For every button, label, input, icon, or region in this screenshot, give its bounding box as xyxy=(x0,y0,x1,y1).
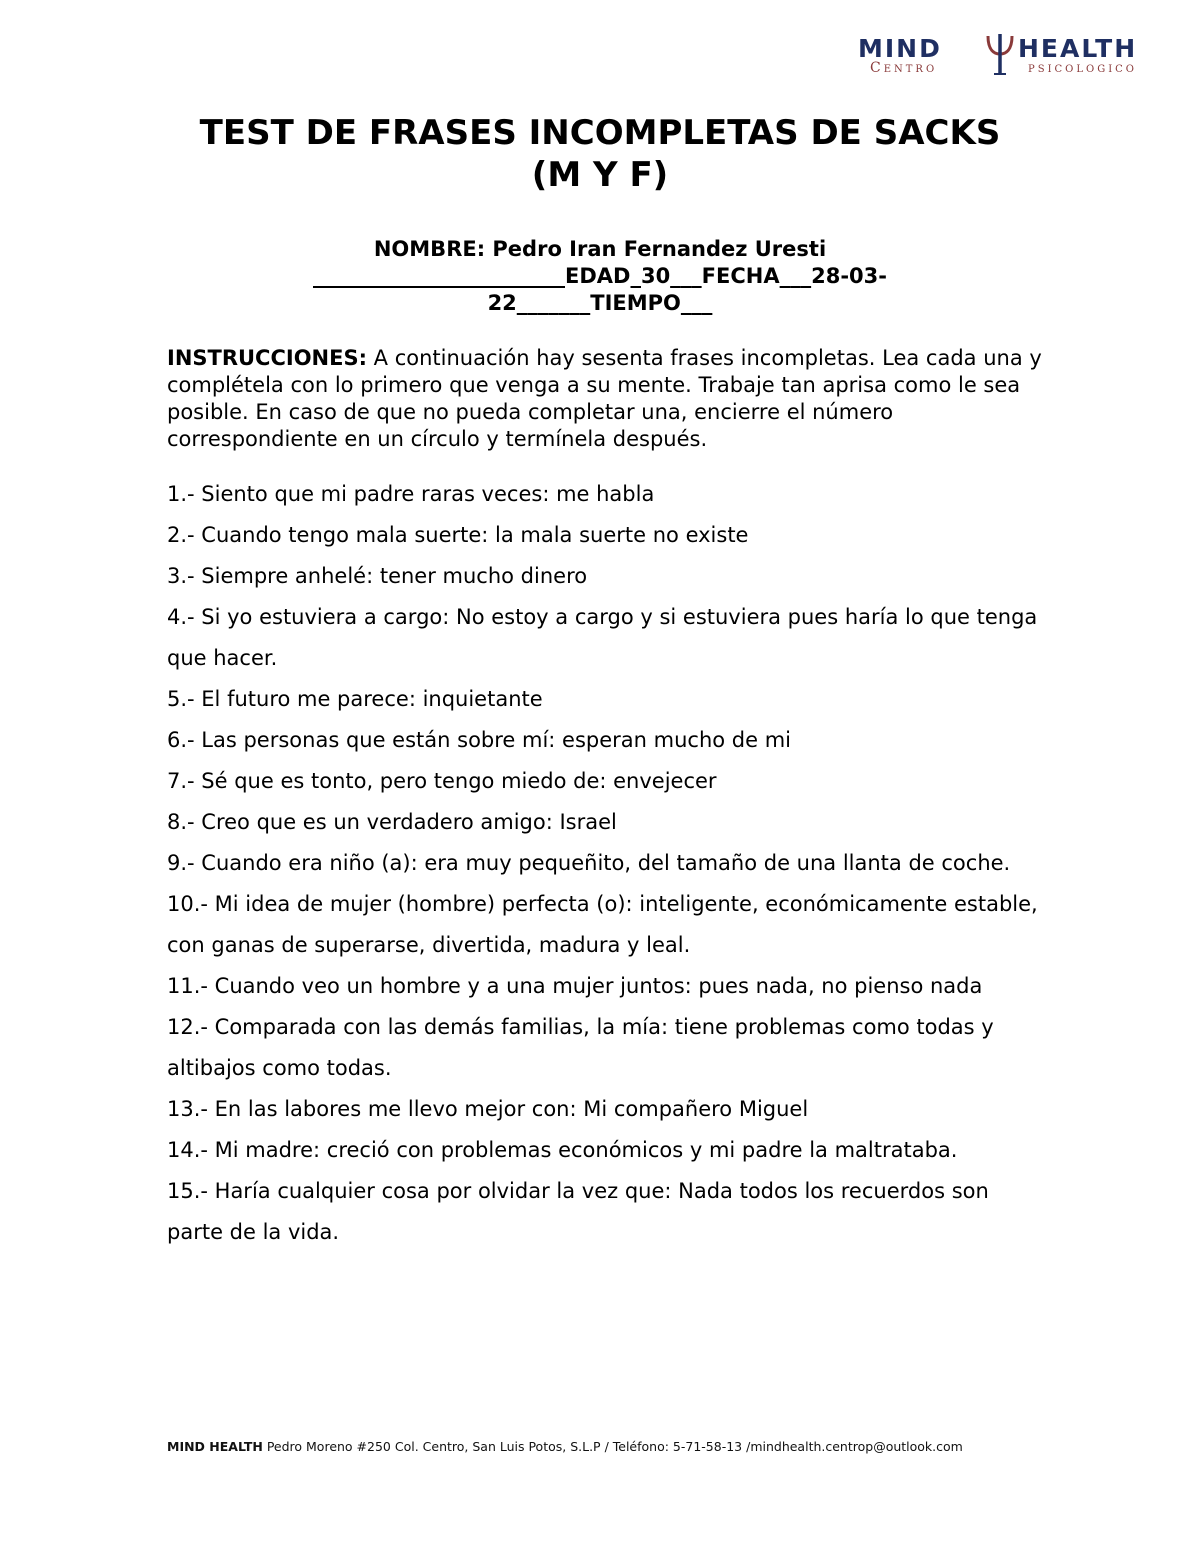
mind-health-logo xyxy=(852,32,1154,80)
header-time-line: 22_______TIEMPO___ xyxy=(487,291,713,315)
logo-word-health: HEALTH xyxy=(1018,34,1138,63)
title-line-1: TEST DE FRASES INCOMPLETAS DE SACKS xyxy=(199,113,1001,153)
list-item: 2.- Cuando tengo mala suerte: la mala suerte no existe xyxy=(167,523,749,547)
header-age-date-line: ________________________EDAD_30___FECHA___28-03- xyxy=(313,264,887,288)
document-title xyxy=(0,112,1200,196)
list-item: 11.- Cuando veo un hombre y a una mujer juntos: pues nada, no pienso nada xyxy=(167,974,983,998)
footer-brand: MIND HEALTH xyxy=(167,1439,263,1454)
logo-subtitle-centro: Centro xyxy=(870,60,938,76)
list-item: 6.- Las personas que están sobre mí: esperan mucho de mi xyxy=(167,728,792,752)
list-item: 4.- Si yo estuviera a cargo: No estoy a cargo y si estuviera pues haría lo que tenga que hacer. xyxy=(167,605,1038,670)
logo-word-mind: MIND xyxy=(858,34,942,63)
psi-icon xyxy=(984,32,1016,76)
instructions-paragraph xyxy=(167,345,1047,453)
list-item: 5.- El futuro me parece: inquietante xyxy=(167,687,543,711)
answers-list xyxy=(167,474,1047,1253)
title-line-2: (M Y F) xyxy=(531,155,669,195)
list-item: 10.- Mi idea de mujer (hombre) perfecta (o): inteligente, económicamente estable, con ganas de superarse, divertida, madura y leal. xyxy=(167,892,1038,957)
list-item: 3.- Siempre anhelé: tener mucho dinero xyxy=(167,564,588,588)
list-item: 13.- En las labores me llevo mejor con: Mi compañero Miguel xyxy=(167,1097,809,1121)
list-item: 8.- Creo que es un verdadero amigo: Israel xyxy=(167,810,617,834)
patient-header xyxy=(240,236,960,317)
list-item: 1.- Siento que mi padre raras veces: me habla xyxy=(167,482,655,506)
list-item: 15.- Haría cualquier cosa por olvidar la vez que: Nada todos los recuerdos son parte de la vida. xyxy=(167,1179,989,1244)
list-item: 9.- Cuando era niño (a): era muy pequeñito, del tamaño de una llanta de coche. xyxy=(167,851,1011,875)
list-item: 12.- Comparada con las demás familias, la mía: tiene problemas como todas y altibajos como todas. xyxy=(167,1015,994,1080)
logo-subtitle-psicologico: psicologico xyxy=(1028,60,1138,76)
instructions-label: INSTRUCCIONES: xyxy=(167,346,367,370)
header-name-line: NOMBRE: Pedro Iran Fernandez Uresti xyxy=(373,237,827,261)
list-item: 14.- Mi madre: creció con problemas económicos y mi padre la maltrataba. xyxy=(167,1138,958,1162)
instructions-text: A continuación hay sesenta frases incompletas. Lea cada una y complétela con lo primero que venga a su mente. Trabaje tan aprisa como le sea posible. En caso de que no pueda completar una, encierre el número correspondiente en un círculo y termínela después. xyxy=(167,346,1042,451)
footer-contact: Pedro Moreno #250 Col. Centro, San Luis Potos, S.L.P / Teléfono: 5-71-58-13 /mindhealth.centrop@outlook.com xyxy=(262,1439,963,1454)
list-item: 7.- Sé que es tonto, pero tengo miedo de: envejecer xyxy=(167,769,717,793)
page-footer xyxy=(167,1438,1067,1456)
